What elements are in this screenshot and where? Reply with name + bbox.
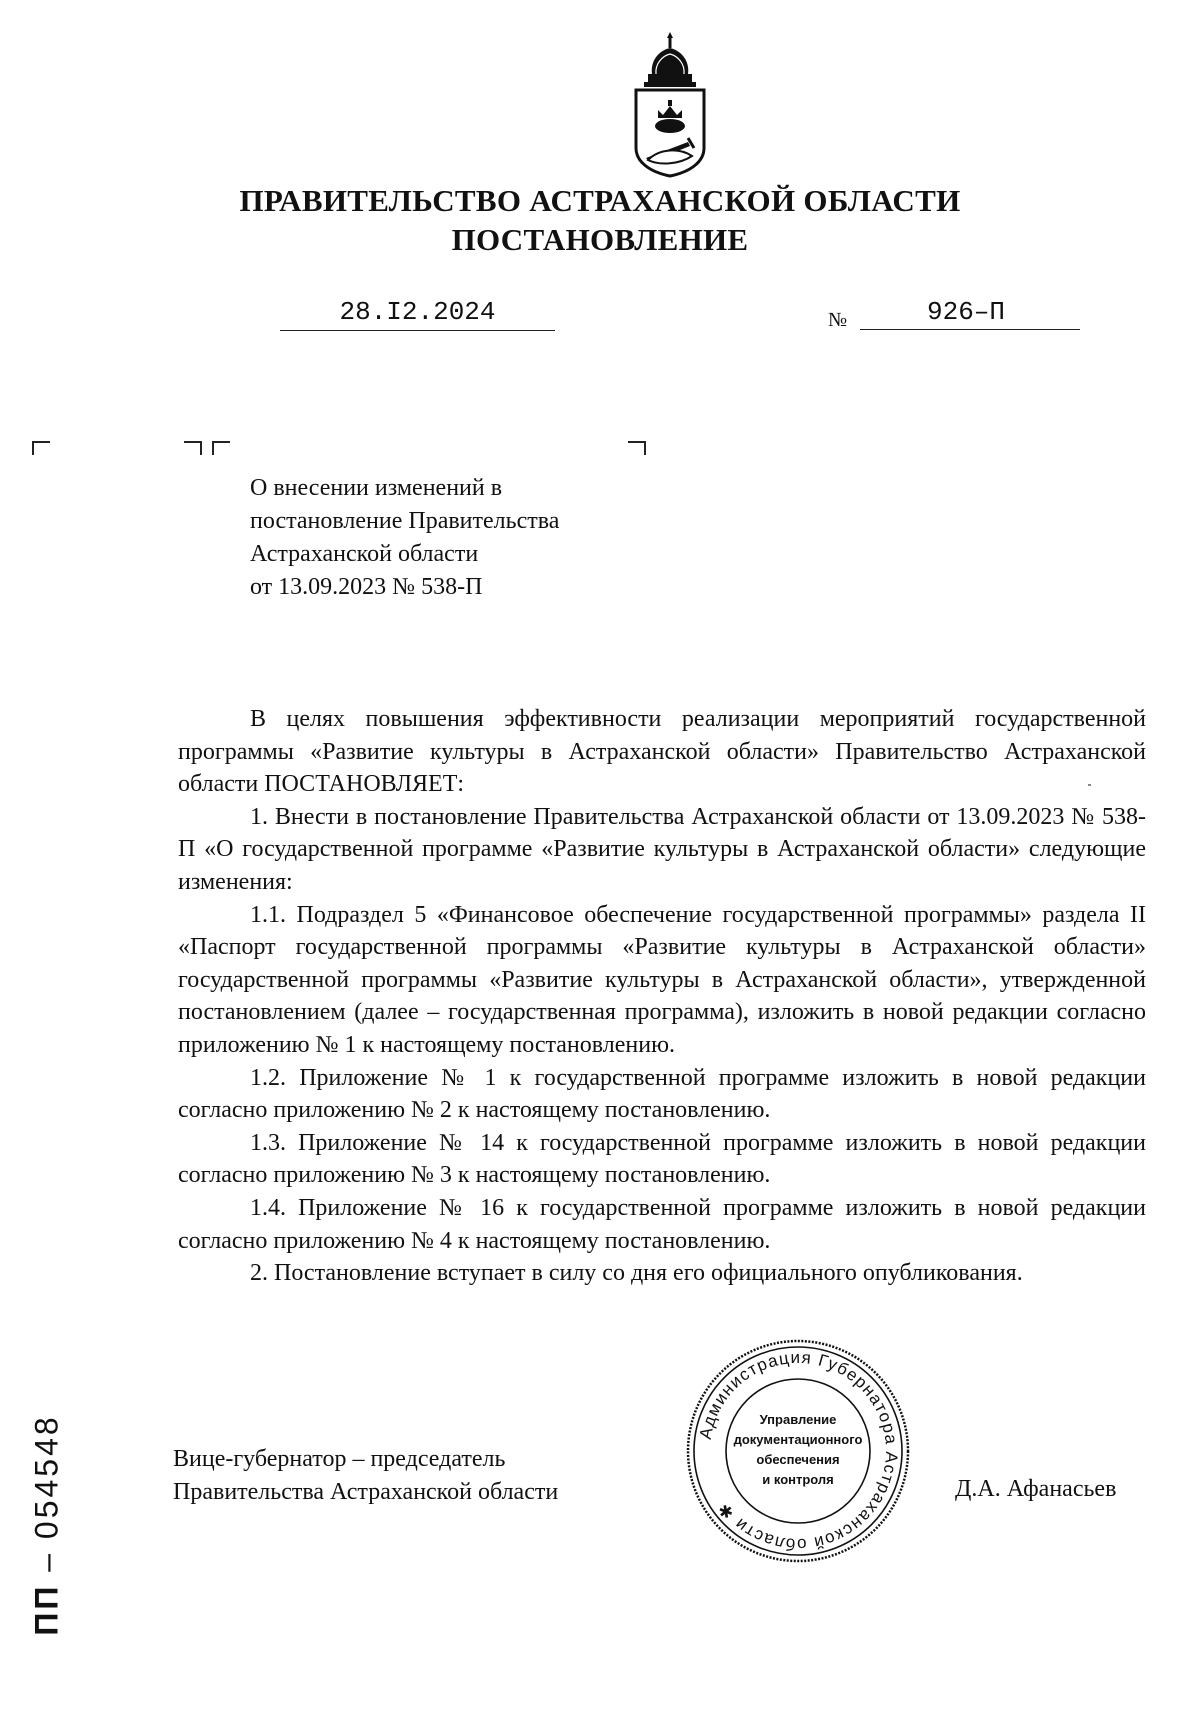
body-paragraph: 1. Внести в постановление Правительства Астраханской области от 13.09.2023 № 538-П «О государственной программе «Развитие культуры в Астраханской области» следующие изменения: <box>178 803 1146 895</box>
document-type-title: ПОСТАНОВЛЕНИЕ <box>451 222 749 257</box>
signatory-position-line: Вице-губернатор – председатель <box>173 1446 506 1472</box>
svg-text:и контроля: и контроля <box>762 1472 834 1487</box>
government-title: ПРАВИТЕЛЬСТВО АСТРАХАНСКОЙ ОБЛАСТИ <box>239 183 961 218</box>
svg-text:Администрация Губернатора Астр: Администрация Губернатора Астраханской области ✱ <box>695 1347 902 1555</box>
document-body <box>178 703 1146 1290</box>
document-subject <box>250 472 559 604</box>
svg-text:обеспечения: обеспечения <box>756 1452 840 1467</box>
coat-of-arms-emblem <box>632 30 708 180</box>
body-paragraph: 1.2. Приложение № 1 к государственной программе изложить в новой редакции согласно приложению № 2 к настоящему постановлению. <box>178 1064 1146 1124</box>
side-number-value: 054548 <box>28 1414 65 1540</box>
body-paragraph: В целях повышения эффективности реализации мероприятий государственной программы «Развитие культуры в Астраханской области» Правительство Астраханской области ПОСТАНОВЛЯЕТ: <box>178 706 1146 798</box>
document-number: 926–П <box>926 297 1005 327</box>
corner-bracket-subject-left <box>212 441 230 455</box>
number-sign: № <box>828 309 848 331</box>
subject-line: Астраханской области <box>250 541 479 567</box>
body-paragraph: 1.4. Приложение № 16 к государственной программе изложить в новой редакции согласно приложению № 4 к настоящему постановлению. <box>178 1194 1146 1254</box>
signatory-position <box>173 1443 558 1509</box>
subject-line: от 13.09.2023 № 538-П <box>250 574 483 600</box>
body-paragraph: 2. Постановление вступает в силу со дня его официального опубликования. <box>250 1260 1023 1287</box>
subject-line: постановление Правительства <box>250 508 560 534</box>
signatory-position-line: Правительства Астраханской области <box>173 1479 559 1505</box>
corner-bracket-top-right <box>184 441 202 455</box>
body-paragraph: 1.3. Приложение № 14 к государственной программе изложить в новой редакции согласно приложению № 3 к настоящему постановлению. <box>178 1129 1146 1189</box>
side-number-separator: – <box>28 1539 65 1584</box>
date-underline <box>280 330 555 331</box>
official-stamp <box>683 1336 913 1566</box>
side-registration-number <box>22 1370 72 1680</box>
subject-line: О внесении изменений в <box>250 475 503 501</box>
corner-bracket-subject-right <box>628 441 646 455</box>
svg-text:Управление: Управление <box>759 1412 837 1427</box>
number-underline <box>860 329 1080 330</box>
side-number-prefix: ПП <box>28 1583 65 1636</box>
signatory-name: Д.А. Афанасьев <box>955 1476 1117 1502</box>
document-date: 28.I2.2024 <box>339 297 496 327</box>
body-paragraph: 1.1. Подраздел 5 «Финансовое обеспечение государственной программы» раздела II «Паспорт государственной программы «Развитие культуры в Астраханской области» государственной программы «Развитие культуры в Астраханской области», утвержденной постановлением (далее – государственная программа), изложить в новой редакции согласно приложению № 1 к настоящему постановлению. <box>178 901 1146 1058</box>
svg-text:документационного: документационного <box>733 1432 863 1447</box>
corner-bracket-top-left <box>32 441 50 455</box>
